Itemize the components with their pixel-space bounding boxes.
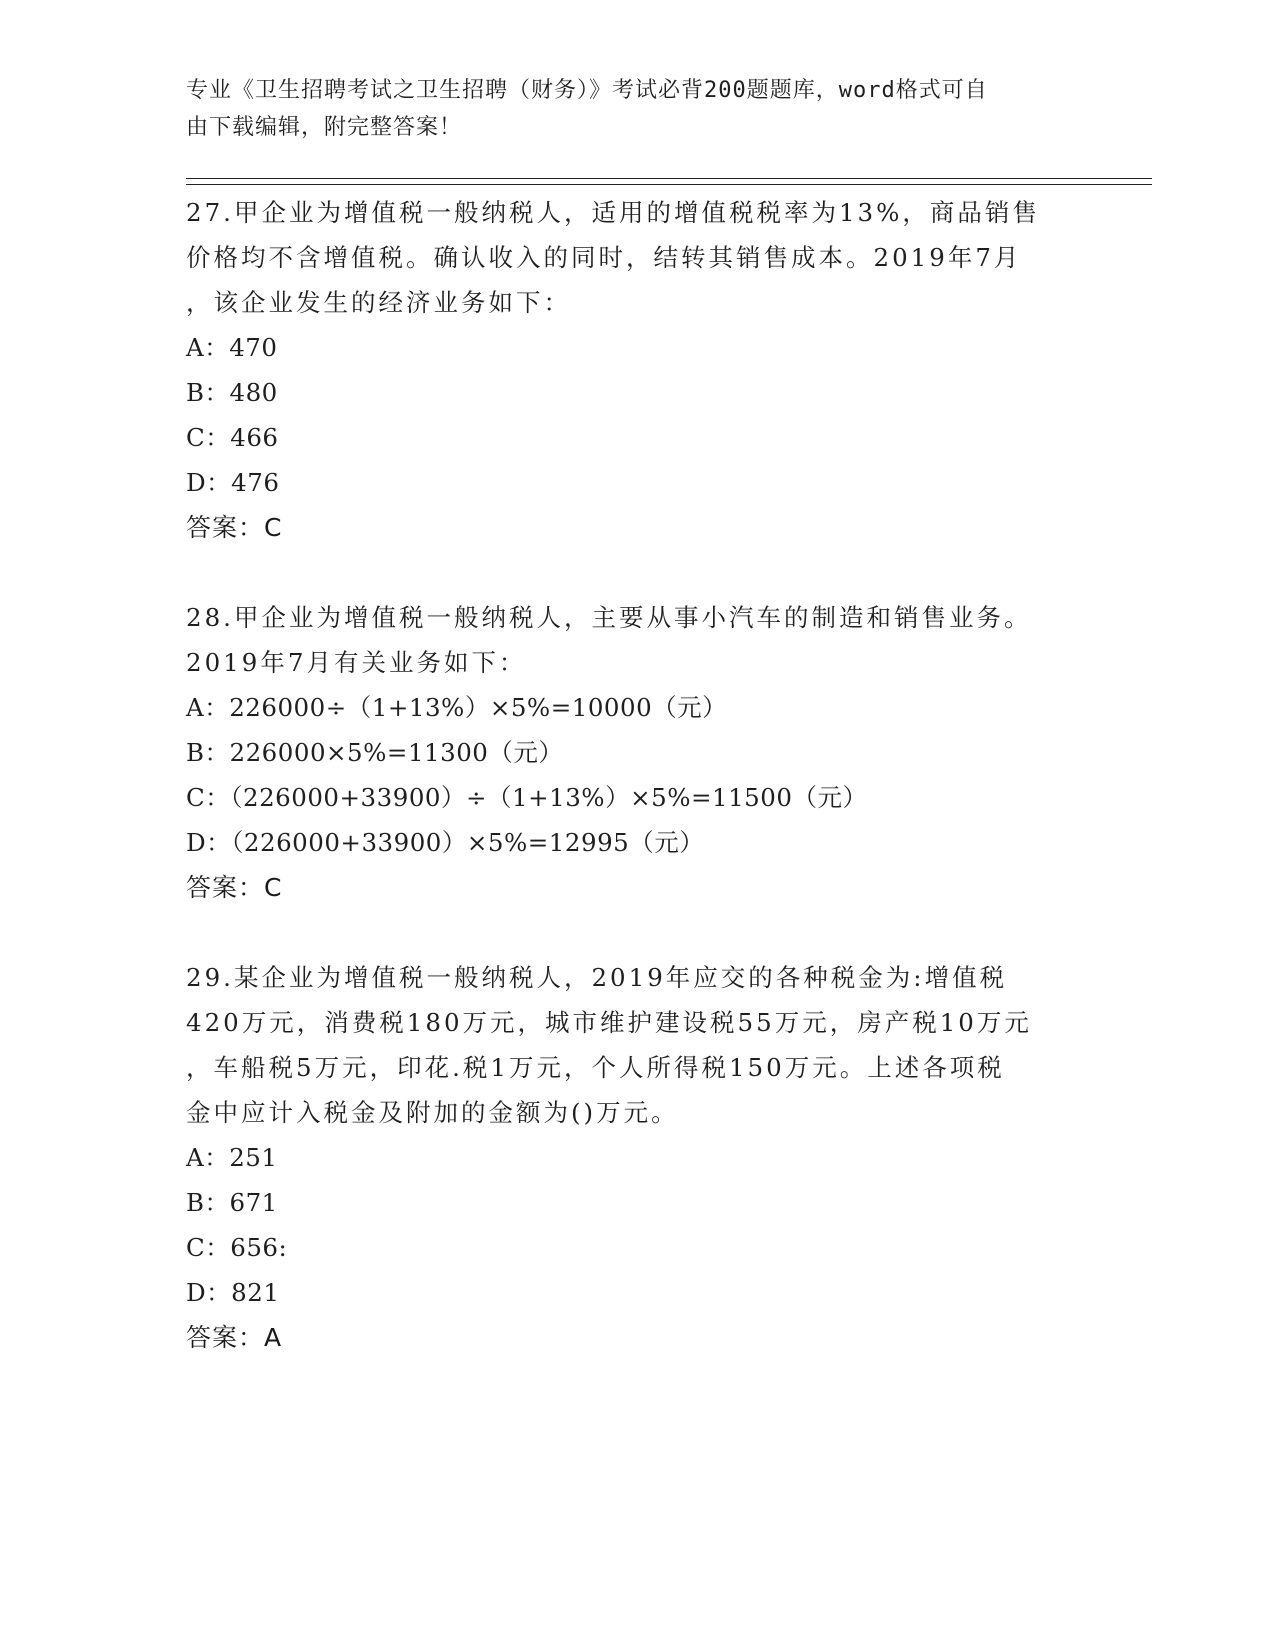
- option-b: B：226000×5%=11300（元）: [186, 738, 564, 767]
- question-stem-line: 420万元，消费税180万元，城市维护建设税55万元，房产税10万元: [186, 1008, 1032, 1037]
- header-divider-top: [186, 178, 1152, 179]
- question-27: [186, 190, 1086, 550]
- question-spacer: [186, 910, 1086, 955]
- option-c: C：656:: [186, 1233, 288, 1262]
- option-d: D：476: [186, 468, 280, 497]
- question-spacer: [186, 550, 1086, 595]
- option-d: D：821: [186, 1278, 280, 1307]
- answer-line: 答案：C: [186, 873, 283, 902]
- question-stem-line: 价格均不含增值税。确认收入的同时，结转其销售成本。2019年7月: [186, 243, 1022, 272]
- question-28: [186, 595, 1086, 910]
- header-line-1: 专业《卫生招聘考试之卫生招聘（财务）》考试必背200题题库，word格式可自: [186, 78, 988, 103]
- document-header: [186, 72, 1066, 146]
- question-29: [186, 955, 1086, 1360]
- option-a: A：251: [186, 1143, 278, 1172]
- option-d: D：（226000+33900）×5%=12995（元）: [186, 828, 705, 857]
- option-c: C：466: [186, 423, 279, 452]
- answer-line: 答案：A: [186, 1323, 283, 1352]
- question-list: [186, 190, 1086, 1360]
- question-stem-line: 29.某企业为增值税一般纳税人，2019年应交的各种税金为:增值税: [186, 963, 1008, 992]
- question-stem-line: 金中应计入税金及附加的金额为()万元。: [186, 1098, 679, 1127]
- option-c: C：（226000+33900）÷（1+13%）×5%=11500（元）: [186, 783, 868, 812]
- header-divider-bottom: [186, 184, 1152, 185]
- option-a: A：226000÷（1+13%）×5%=10000（元）: [186, 693, 728, 722]
- question-stem-line: 2019年7月有关业务如下：: [186, 648, 527, 677]
- option-a: A：470: [186, 333, 278, 362]
- header-line-2: 由下载编辑，附完整答案！: [186, 115, 463, 140]
- option-b: B：480: [186, 378, 278, 407]
- question-stem-line: 27.甲企业为增值税一般纳税人，适用的增值税税率为13%，商品销售: [186, 198, 1040, 227]
- question-stem-line: ，车船税5万元，印花.税1万元，个人所得税150万元。上述各项税: [186, 1053, 1005, 1082]
- option-b: B：671: [186, 1188, 278, 1217]
- question-stem-line: ，该企业发生的经济业务如下：: [186, 288, 571, 317]
- question-stem-line: 28.甲企业为增值税一般纳税人，主要从事小汽车的制造和销售业务。: [186, 603, 1032, 632]
- answer-line: 答案：C: [186, 513, 283, 542]
